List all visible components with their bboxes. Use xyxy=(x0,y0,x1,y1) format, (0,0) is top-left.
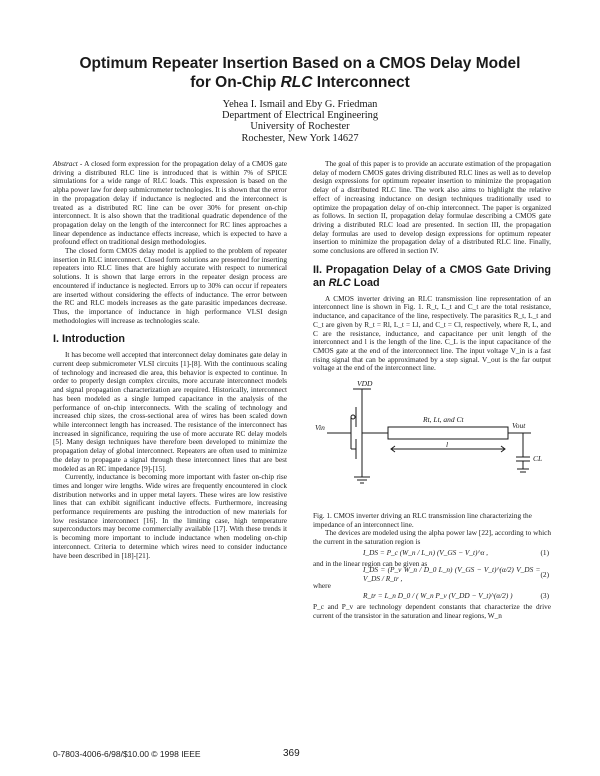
vdd-label: VDD xyxy=(357,379,373,389)
location: Rochester, New York 14627 xyxy=(241,132,359,144)
vout-label: Vout xyxy=(512,421,526,431)
equation-3-body: R_tr = L_n D_0 / ( W_n P_v (V_DD − V_t)^(α/2) ) xyxy=(363,591,513,601)
length-label: l xyxy=(446,440,449,450)
intro-paragraph-1: It has become well accepted that interconnect delay dominates gate delay in current deep submicrometer VLSI circuits [1]-[8]. With the continuous scaling of technology and increased die area, this behavior is expected to continue. In order to properly design complex circuits, more accurate interconnect models and signal propagation characterization are required. Historically, interconnect has been modeled as a single lumped capacitance in the analysis of the performance of on-chip interconnects. With the scaling of technology and increased chip sizes, the cross-sectional area of wires has been scaled down while interconnect length has increased. The resistance of the interconnect has increased in significance, requiring the use of more accurate RC delay models [5]. Many design techniques have therefore been developed to minimize the propagation delay of global interconnect. Repeaters are often used to minimize the delay to propagate a signal through these interconnect lines that are best modeled as an RC impedance [9]-[15]. xyxy=(53,350,287,473)
title-line-2-prefix: for On-Chip xyxy=(190,74,281,91)
equation-2-body: I_DS = (P_v W_n / D_0 L_n) (V_GS − V_t)^(α/2) V_DS = V_DS / R_tr , xyxy=(363,565,541,584)
footer-copyright: 0-7803-4006-6/98/$10.00 © 1998 IEEE xyxy=(53,749,201,759)
title-line-1: Optimum Repeater Insertion Based on a CMOS Delay Model xyxy=(79,55,521,72)
vin-label: Vin xyxy=(315,423,325,433)
section-2-paragraph-4: P_c and P_v are technology dependent constants that characterize the drive current of the transistor in the saturation and linear regions, W_n xyxy=(313,602,551,620)
abstract-label: Abstract xyxy=(53,159,78,168)
equation-2-number: (2) xyxy=(540,569,549,579)
transmission-line xyxy=(388,427,508,439)
paper-title xyxy=(40,54,560,92)
authors: Yehea I. Ismail and Eby G. Friedman xyxy=(222,99,378,110)
equation-1-number: (1) xyxy=(540,548,549,558)
equation-1 xyxy=(313,547,551,560)
department: Department of Electrical Engineering xyxy=(221,110,379,122)
abstract-text-1: - A closed form expression for the propagation delay of a CMOS gate driving a distributed RLC line is introduced that is within 7% of SPICE simulations for a wide range of RLC loads. This expression is based on the alpha power law for deep submicrometer technologies. It is shown that the error in the propagation delay if inductance is neglected and the interconnect is treated as a distributed RC line can be over 30% for present on-chip interconnect. It is also shown that the traditional quadratic dependence of the propagation delay on the length of the interconnect for RC lines approaches a linear dependence as inductance effects increase, which is expected to have a profound effect on traditional design methodologies. xyxy=(53,159,287,247)
figure-1 xyxy=(313,377,551,512)
university: University of Rochester xyxy=(250,121,350,133)
author-block xyxy=(150,99,450,144)
goal-paragraph: The goal of this paper is to provide an accurate estimation of the propagation delay of modern CMOS gates driving distributed RLC lines as well as to develop design expressions for optimum repeater insertion to minimize the propagation delay of a distributed RLC line. The work also aims to highlight the relative effect of increasing inductance on design techniques traditionally used to optimize the propagation delay of on-chip interconnect. The paper is organized as follows. In section II, propagation delay formulae describing a CMOS gate driving a distributed RLC load are presented. In section III, the propagation delay formulas are used to develop design expressions for optimum repeater insertion to minimize the propagation delay of a distributed RLC line. Finally, some conclusions are offered in section IV. xyxy=(313,159,551,256)
section-2-heading-suffix: Load xyxy=(350,276,380,289)
where-text: where xyxy=(313,580,331,590)
section-2-paragraph-1: A CMOS inverter driving an RLC transmission line representation of an interconnect line is shown in Fig. 1. R_t, L_t and C_t are the total resistance, inductance, and capacitance of the line, respectively. The parasitics R_t, L_t and C_t are given by R_t = Rl, L_t = Ll, and C_t = Cl, respectively, where R, L, and C are the resistance, inductance, and capacitance per unit length of the interconnect and l is the length of the line. C_L is the input capacitance of the CMOS gate at the end of the interconnect line. The input voltage V_in is a fast rising signal that can be approximated by a step signal. V_out is the far output voltage at the end of the interconnect line. xyxy=(313,293,551,373)
section-1-heading: I. Introduction xyxy=(53,333,125,346)
section-2-heading-prefix: II. Propagation Delay of a CMOS Gate Driving an xyxy=(313,263,551,289)
figure-1-caption: Fig. 1. CMOS inverter driving an RLC transmission line characterizing the impedance of an interconnect line. xyxy=(313,511,532,529)
title-line-2-italic: RLC xyxy=(280,74,313,91)
page-number: 369 xyxy=(283,748,300,759)
section-2-paragraph-3: and in the linear region can be given as xyxy=(313,558,428,568)
equation-2 xyxy=(313,565,551,584)
line-params-label: Rt, Lt, and Ct xyxy=(423,415,464,425)
abstract-paragraph-2: The closed form CMOS delay model is applied to the problem of repeater insertion in RLC interconnect. Closed form solutions are presented for inserting repeaters into RLC lines that are highly accurate with respect to numerical solutions. It is shown that large errors in the repeater design process are encountered if inductance is neglected. Errors up to 30% can occur if repeaters are inserted without considering the effects of inductance. The error between the RC and RLC models increases as the gate parasitic impedances decrease. Thus, the importance of inductance in high performance VLSI design methodologies will increase as technologies scale. xyxy=(53,246,287,325)
left-column xyxy=(53,160,287,560)
load-label: CL xyxy=(533,454,543,464)
title-line-2 xyxy=(40,73,560,92)
right-column xyxy=(313,160,551,621)
equation-1-body: I_DS = P_c (W_n / L_n) (V_GS − V_t)^α , xyxy=(363,548,488,558)
pmos-bubble xyxy=(351,415,355,419)
title-line-2-suffix: Interconnect xyxy=(312,74,410,91)
intro-paragraph-2: Currently, inductance is becoming more important with faster on-chip rise times and longer wire lengths. Wide wires are frequently encountered in clock distribution networks and in upper metal layers. These wires are low resistive lines that can exhibit significant inductive effects. Furthermore, increasing performance requirements are pushing the introduction of new materials for low resistance interconnect [16]. In the limiting case, high temperature superconductors may become commercially available [17]. With these trends it is becoming more important to include inductance when modeling on-chip interconnect. Criteria to determine which wires need to consider inductance have been described in [18]-[21]. xyxy=(53,472,287,560)
equation-3-number: (3) xyxy=(540,591,549,601)
section-2-heading xyxy=(313,264,551,290)
section-2-heading-italic: RLC xyxy=(328,276,351,289)
cmos-inverter-rlc-diagram xyxy=(313,377,551,512)
abstract-paragraph-1 xyxy=(53,160,287,247)
section-2-paragraph-2: The devices are modeled using the alpha power law [22], according to which the current in the saturation region is xyxy=(313,528,551,547)
